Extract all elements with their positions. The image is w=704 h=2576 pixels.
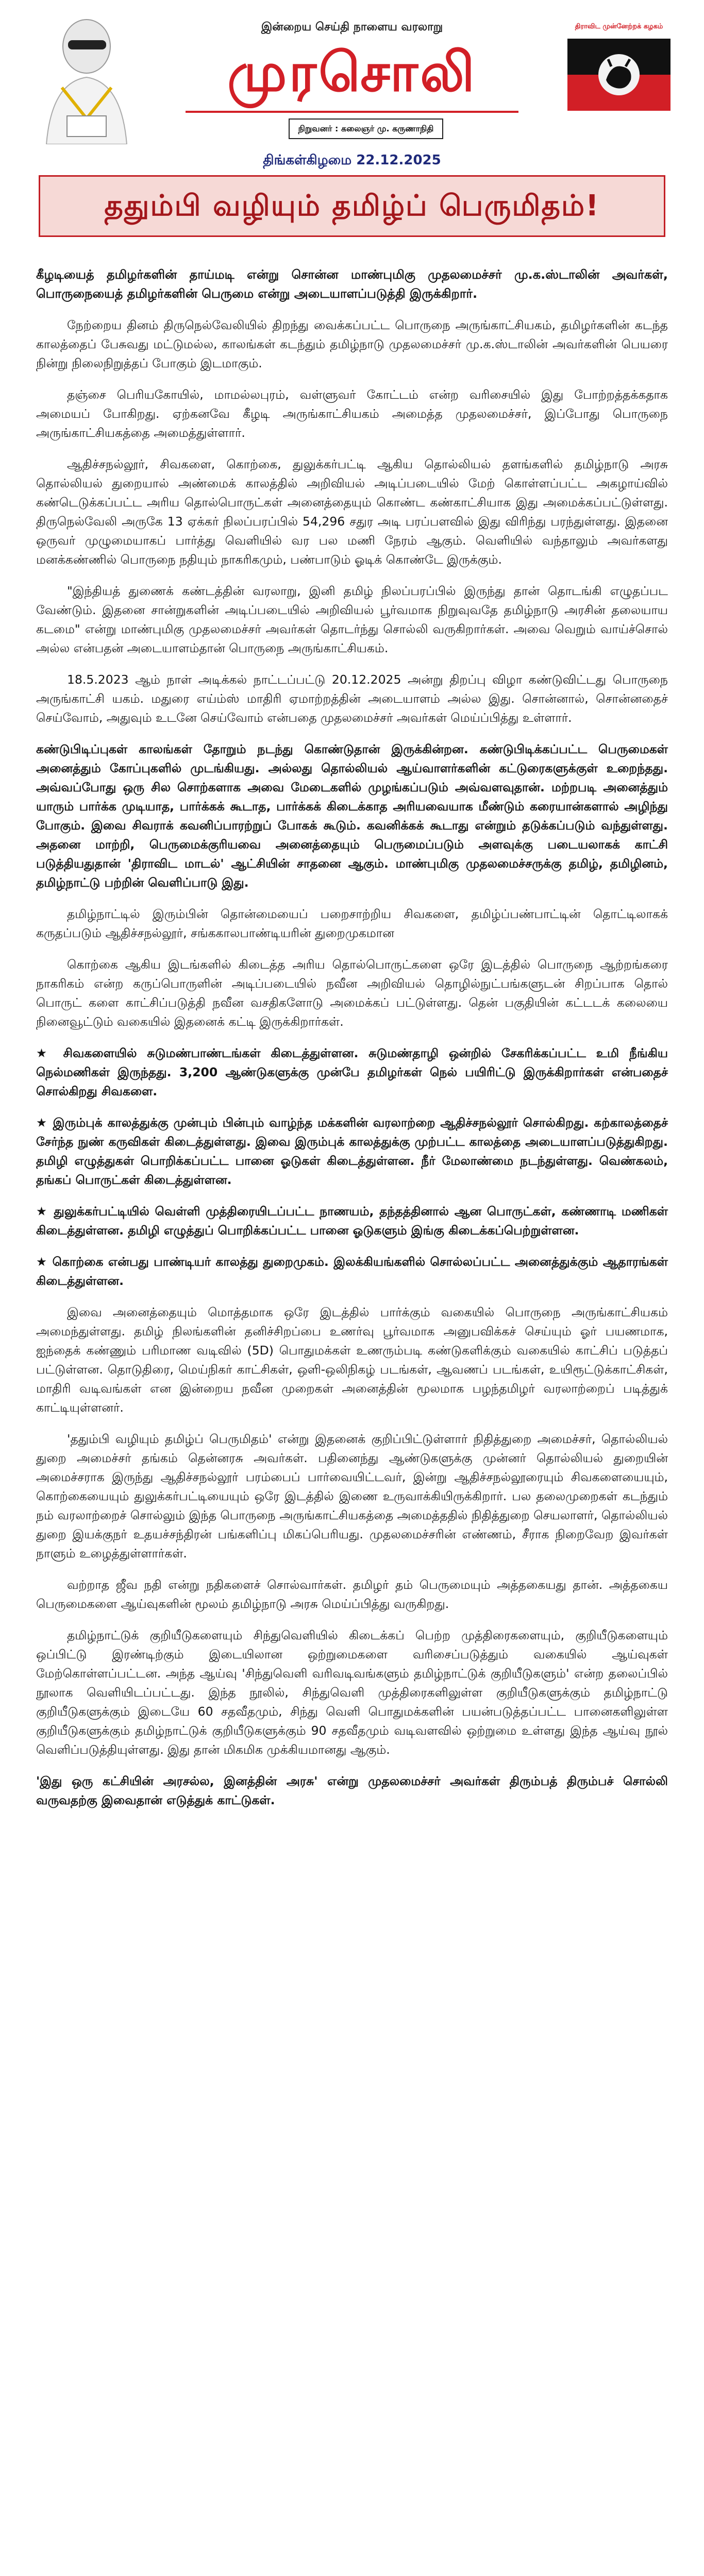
article-paragraph: கொற்கை ஆகிய இடங்களில் கிடைத்த அரிய தொல்பொருட்களை ஒரே இடத்தில் பொருநை ஆற்றங்கரை நாகரிகம் என்ற கருப்பொருளின் அடிப்படையில் நவீன அறிவியல் தொழில்நுட்பங்களுடன் சிறப்பாக தொல் பொருட் களை காட்சிப்படுத்தி நவீன வசதிகளோடு அமைக்கப் பட்டுள்ளது. தென் பகுதியின் கட்டடக் கலையை நினைவூட்டும் வகையில் இதனைக் கட்டி இருக்கிறார்கள்.: [36, 957, 668, 1029]
article-paragraph: நேற்றைய தினம் திருநெல்வேலியில் திறந்து வைக்கப்பட்ட பொருநை அருங்காட்சியகம், தமிழர்களின் கடந்த காலத்தைப் பேசுவது மட்டுமல்ல, காலங்கள் கடந்தும் தமிழ்நாடு முதலமைச்சர் மு.க.ஸ்டாலின் அவர்களின் பெயரை நின்று நிலைநிறுத்தப் போகும் இடமாகும்.: [36, 318, 668, 370]
title-underline: [186, 111, 518, 113]
article-paragraph: வற்றாத ஜீவ நதி என்று நதிகளைச் சொல்வார்கள். தமிழர் தம் பெருமையும் அத்தகையது தான். அத்தகைய பெருமைகளை ஆய்வுகளின் மூலம் தமிழ்நாடு அரசு மெய்ப்பித்து வருகிறது.: [36, 1578, 668, 1611]
bullet-paragraph: ★ சிவகளையில் சுடுமண்பாண்டங்கள் கிடைத்துள்ளன. சுடுமண்தாழி ஒன்றில் சேகரிக்கப்பட்ட உமி நீங்கிய நெல்மணிகள் இருந்தது. 3,200 ஆண்டுகளுக்கு முன்பே தமிழர்கள் நெல் பயிரிட்டு இருக்கிறார்கள் என்பதைச் சொல்கிறது சிவகளை.: [36, 1046, 668, 1098]
article-paragraph: கண்டுபிடிப்புகள் காலங்கள் தோறும் நடந்து கொண்டுதான் இருக்கின்றன. கண்டுபிடிக்கப்பட்ட பெருமைகள் அனைத்தும் கோப்புகளில் முடங்கியது. அல்லது தொல்லியல் ஆய்வாளர்களின் கட்டுரைகளுக்குள் உறைந்தது. அவ்வப்போது ஒரு சில சொற்களாக அவை மேடைகளில் முழங்கப்படும் அவ்வளவுதான். மற்றபடி அனைத்தும் யாரும் பார்க்க முடியாத, பார்க்கக் கூடாத, பார்க்கக் கிடைக்காத அரியவையாக மீண்டும் கரையான்களால் அழிந்து போகும். இவை சிவராக் கவனிப்பாரற்றுப் போகக் கூடும். கவனிக்கக் கூடாது என்றும் தடுக்கப்படும் வந்துள்ளது. அதனை மாற்றி, பெருமைக்குரியவை அனைத்தையும் பெருமைப்படும் அளவுக்கு படையலாகக் காட்சி படுத்தியதுதான் 'திராவிட மாடல்' ஆட்சியின் சாதனை ஆகும். மாண்புமிகு முதலமைச்சருக்கு தமிழ், தமிழினம், தமிழ்நாட்டு பற்றின் வெளிப்பாடு இது.: [36, 742, 668, 890]
bullet-paragraph: ★ துலுக்கர்பட்டியில் வெள்ளி முத்திரையிடப்பட்ட நாணயம், தந்தத்தினால் ஆன பொருட்கள், கண்ணாடி மணிகள் கிடைத்துள்ளன. தமிழி எழுத்துப் பொறிக்கப்பட்ட பானை ஓடுகளும் இங்கு கிடைக்கப்பெற்றுள்ளன.: [36, 1204, 668, 1238]
masthead: [0, 0, 704, 245]
closing-paragraph: 'இது ஒரு கட்சியின் அரசல்ல, இனத்தின் அரசு' என்று முதலமைச்சர் அவர்கள் திரும்பத் திரும்பச் சொல்லி வருவதற்கு இவைதான் எடுத்துக் காட்டுகள்.: [36, 1774, 668, 1807]
headline-banner: [39, 175, 665, 237]
article-paragraph: தமிழ்நாட்டுக் குறியீடுகளையும் சிந்துவெளியில் கிடைக்கப் பெற்ற முத்திரைகளையும், குறியீடுகளையும் ஒப்பிட்டு இரண்டிற்கும் இடையிலான ஒற்றுமைகளை வரிசைப்படுத்தும் வகையில் ஆய்வுகள் மேற்கொள்ளப்பட்டன. அந்த ஆய்வு 'சிந்துவெளி வரிவடிவங்களும் தமிழ்நாட்டுக் குறியீடுகளும்' என்ற தலைப்பில் நூலாக வெளியிடப்பட்டது. இந்த நூலில், சிந்துவெளி முத்திரைகளிலுள்ள குறியீடுகளுக்கும் தமிழ்நாட்டு குறியீடுகளுக்கும் இடையே 60 சதவீதமும், சிந்து வெளி பொதுமக்களின் பயன்படுத்தப்பட்ட பானைகளிலுள்ள குறியீடுகளுக்கும் தமிழ்நாட்டுக் குறியீடுகளுக்கும் 90 சதவீதமும் வடிவளவில் ஒற்றுமை உள்ளது இந்த ஆய்வு நூல் வெளிப்படுத்தியுள்ளது. இது தான் மிகமிக முக்கியமானது ஆகும்.: [36, 1628, 668, 1757]
issue-date: திங்கள்கிழமை 22.12.2025: [263, 152, 441, 168]
article-paragraph: 18.5.2023 ஆம் நாள் அடிக்கல் நாட்டப்பட்டு 20.12.2025 அன்று திறப்பு விழா கண்டுவிட்டது பொருநை அருங்காட்சி யகம். மதுரை எய்ம்ஸ் மாதிரி ஏமாற்றத்தின் அடையாளம் அல்ல இது. சொன்னால், சொன்னதைச் செய்வோம், அதுவும் உடனே செய்வோம் என்பதை முதலமைச்சர் அவர்கள் மெய்ப்பித்து உள்ளார்.: [36, 672, 668, 725]
tagline: இன்றைய செய்தி நாளைய வரலாறு: [261, 21, 443, 33]
newspaper-title: முரசொலி: [227, 40, 477, 104]
party-logo-caption: திராவிட முன்னேற்றக் கழகம்: [575, 23, 663, 30]
article-paragraph: 'ததும்பி வழியும் தமிழ்ப் பெருமிதம்' என்று இதனைக் குறிப்பிட்டுள்ளார் நிதித்துறை அமைச்சர், தொல்லியல் துறை அமைச்சர் தங்கம் தென்னரசு அவர்கள். பதினைந்து ஆண்டுகளுக்கு முன்னர் தொல்லியல் துறையின் அமைச்சராக இருந்து ஆதிச்சநல்லூர் பரம்பைப் பார்வையிட்டவர், இன்று ஆதிச்சநல்லூரையும் சிவகளையையும், கொற்கையையும் துலுக்கர்பட்டியையும் ஒரே இடத்தில் இணை உருவாக்கியிருக்கிறார். பல தலைமுறைகள் கடந்தும் நம் வரலாற்றைச் சொல்லும் இந்த பொருநை அருங்காட்சியகத்தை அமைத்ததில் நிதித்துறை செயலாளர், தொல்லியல் துறை இயக்குநர் உதயச்சந்திரன் பங்களிப்பு மிகப்பெரியது. முதலமைச்சரின் எண்ணம், சீராக நிறைவேற இவர்கள் நாளும் உழைத்துள்ளார்கள்.: [36, 1432, 668, 1561]
bullet-paragraph: ★ இரும்புக் காலத்துக்கு முன்பும் பின்பும் வாழ்ந்த மக்களின் வரலாற்றை ஆதிச்சநல்லூர் சொல்கிறது. கற்காலத்தைச் சேர்ந்த நுண் கருவிகள் கிடைத்துள்ளது. இவை இரும்புக் காலத்துக்கு முற்பட்ட காலத்தை அடையாளப்படுத்துகிறது. தமிழி எழுத்துகள் பொறிக்கப்பட்ட பானை ஓடுகள் கிடைத்துள்ளன. நீர் மேலாண்மை நடந்துள்ளது. வெண்கலம், தங்கப் பொருட்கள் கிடைத்துள்ளன.: [36, 1115, 668, 1187]
headline: ததும்பி வழியும் தமிழ்ப் பெருமிதம்!: [104, 189, 600, 223]
founder-label: நிறுவனர் : கலைஞர் மு. கருணாநிதி: [289, 118, 443, 139]
article-paragraph: கீழடியைத் தமிழர்களின் தாய்மடி என்று சொன்ன மாண்புமிகு முதலமைச்சர் மு.க.ஸ்டாலின் அவர்கள், பொருநையைத் தமிழர்களின் பெருமை என்று அடையாளப்படுத்தி இருக்கிறார்.: [36, 267, 668, 301]
party-flag-logo: [565, 13, 673, 137]
article-paragraph: தமிழ்நாட்டில் இரும்பின் தொன்மையைப் பறைசாற்றிய சிவகளை, தமிழ்ப்பண்பாட்டின் தொட்டிலாகக் கருதப்படும் ஆதிச்சநல்லூர், சங்ககாலபாண்டியரின் துறைமுகமான: [36, 907, 668, 940]
article-paragraph: "இந்தியத் துணைக் கண்டத்தின் வரலாறு, இனி தமிழ் நிலப்பரப்பில் இருந்து தான் தொடங்கி எழுதப்பட வேண்டும். இதனை சான்றுகளின் அடிப்படையில் அறிவியல் பூர்வமாக நிறுவுவதே தமிழ்நாடு அரசின் தலையாய கடமை" என்று மாண்புமிகு முதலமைச்சர் அவர்கள் தொடர்ந்து சொல்லி வருகிறார்கள். அவை வெறும் வாய்ச்சொல் அல்ல என்பதன் அடையாளம்தான் பொருநை அருங்காட்சியகம்.: [36, 584, 668, 655]
editorial-article: [36, 265, 668, 1822]
bullet-paragraph: ★ கொற்கை என்பது பாண்டியர் காலத்து துறைமுகம். இலக்கியங்களில் சொல்லப்பட்ட அனைத்துக்கும் ஆதாரங்கள் கிடைத்துள்ளன.: [36, 1255, 668, 1288]
article-paragraph: தஞ்சை பெரியகோயில், மாமல்லபுரம், வள்ளுவர் கோட்டம் என்ற வரிசையில் இது போற்றத்தக்கதாக அமையப் போகிறது. ஏற்கனவே கீழடி அருங்காட்சியகம் அமைத்த முதலமைச்சர், இப்போது பொருநை அருங்காட்சியகத்தை அமைத்துள்ளார்.: [36, 387, 668, 440]
article-paragraph: இவை அனைத்தையும் மொத்தமாக ஒரே இடத்தில் பார்க்கும் வகையில் பொருநை அருங்காட்சியகம் அமைந்துள்ளது. தமிழ் நிலங்களின் தனிச்சிறப்பை உணர்வு பூர்வமாக அனுபவிக்கச் செய்யும் ஓர் பயணமாக, ஐந்தைக் கண்ணும் பரிமாண வடிவில் (5D) பொதுமக்கள் உணரும்படி கண்டுகளிக்கும் வகையில் காட்சிப் படுத்தப் பட்டுள்ளன. தொடுதிரை, மெய்நிகர் காட்சிகள், ஒளி-ஒலிநிகழ் படங்கள், ஆவணப் படங்கள், உயிரூட்டுக்காட்சிகள், மாதிரி வடிவங்கள் என இன்றைய நவீன முறைகள் அனைத்தின் மூலமாக பழந்தமிழர் வரலாற்றைப் படித்துக் காட்டியுள்ளனர்.: [36, 1305, 668, 1415]
article-paragraph: ஆதிச்சநல்லூர், சிவகளை, கொற்கை, துலுக்கர்பட்டி ஆகிய தொல்லியல் தளங்களில் தமிழ்நாடு அரசு தொல்லியல் துறையால் அண்மைக் காலத்தில் அறிவியல் அடிப்படையில் மேற் கொள்ளப்பட்ட அகழாய்வில் கண்டெடுக்கப்பட்ட அரிய தொல்பொருட்கள் அனைத்தையும் கொண்ட கண்காட்சியாக இது அமைக்கப்பட்டுள்ளது. திருநெல்வேலி அருகே 13 ஏக்கர் நிலப்பரப்பில் 54,296 சதுர அடி பரப்பளவில் இது விரிந்து பரந்துள்ளது. இதனை ஒருவர் முழுமையாகப் பார்த்து வெளியில் வர பல மணி நேரம் ஆகும். வெளியில் வந்தாலும் அவர்களது மனக்கண்ணில் பொருநை நதியும் நாகரிகமும், பண்பாடும் ஓடிக் கொண்டே இருக்கும்.: [36, 457, 668, 567]
